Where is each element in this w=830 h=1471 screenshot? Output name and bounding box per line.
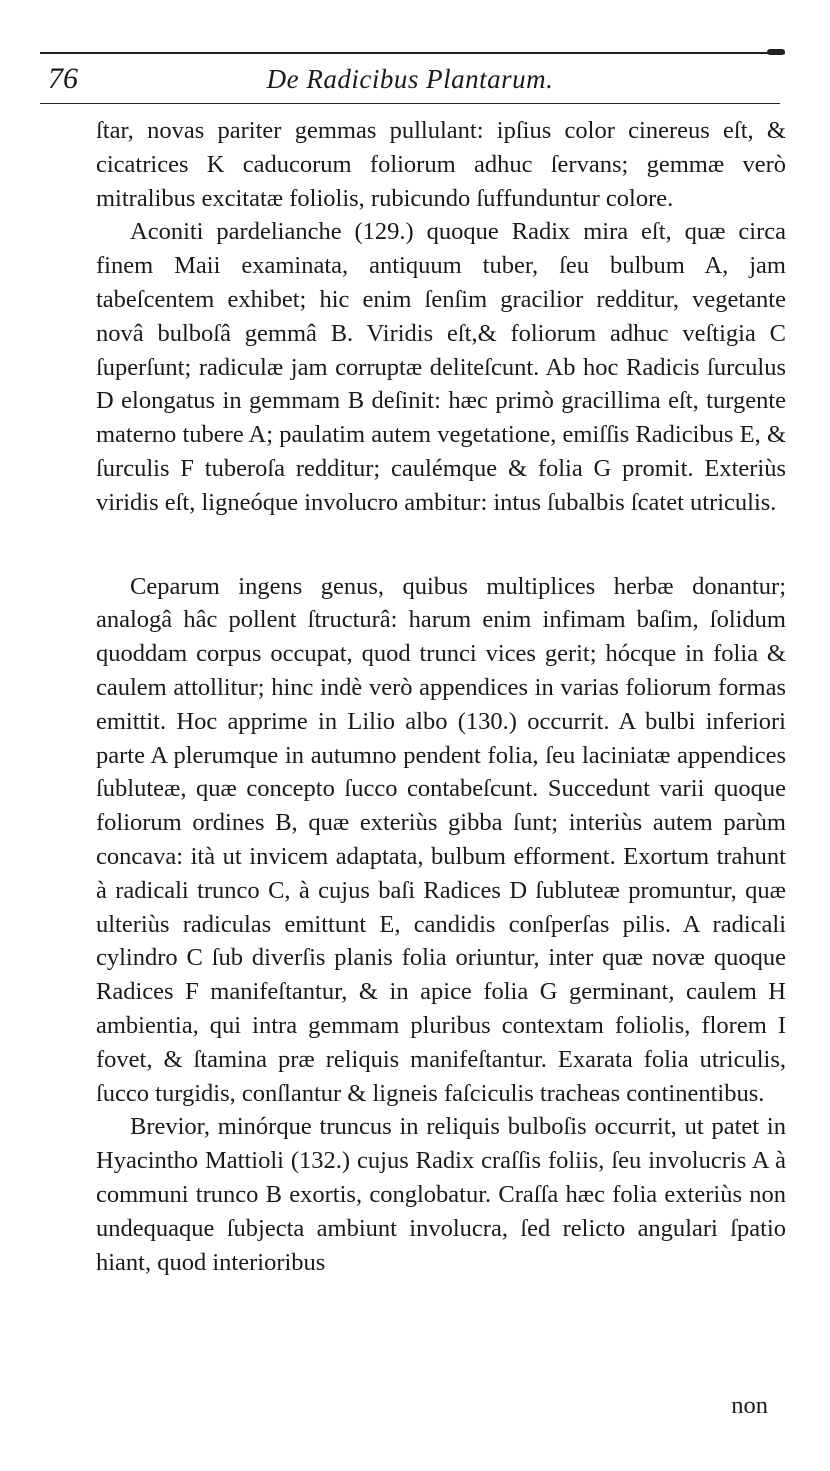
paragraph-continuation: ſtar, novas pariter gemmas pullulant: ipſius color cinereus eſt, & cicatrices K caducorum foliorum adhuc ſervans; gemmæ verò mitralibus excitatæ foliolis, rubicundo ſuffunduntur colore. bbox=[96, 117, 786, 212]
header-rule bbox=[40, 103, 780, 104]
running-title: De Radicibus Plantarum. bbox=[266, 64, 554, 94]
top-rule bbox=[40, 52, 785, 54]
paragraph-gap bbox=[96, 520, 786, 570]
paragraph-brevior: Brevior, minórque truncus in reliquis bulboſis occurrit, ut patet in Hyacintho Mattioli (132.) cujus Radix craſſis foliis, ſeu involucris A à communi trunco B exortis, conglobatur. Craſſa hæc folia exteriùs non undequaque ſubjecta ambiunt involucra, ſed relicto angulari ſpatio hiant, quod interioribus bbox=[96, 1113, 786, 1276]
page-number: 76 bbox=[48, 62, 78, 95]
page-header bbox=[40, 58, 780, 102]
body-text bbox=[96, 114, 786, 1279]
paragraph-aconiti: Aconiti pardelianche (129.) quoque Radix mira eſt, quæ circa finem Maii examinata, antiquum tuber, ſeu bulbum A, jam tabeſcentem exhibet; hic enim ſenſim gracilior redditur, vegetante novâ bulboſâ gemmâ B. Viridis eſt,& foliorum adhuc veſtigia C ſuperſunt; radiculæ jam corruptæ deliteſcunt. Ab hoc Radicis ſurculus D elongatus in gemmam B deſinit: hæc primò gracillima eſt, turgente materno tubere A; paulatim autem vegetatione, emiſſis Radicibus E, & ſurculis F tuberoſa redditur; caulémque & folia G promit. Exteriùs viridis eſt, ligneóque involucro ambitur: intus ſubalbis ſcatet utriculis. bbox=[96, 218, 786, 516]
paragraph-ceparum: Ceparum ingens genus, quibus multiplices herbæ donantur; analogâ hâc pollent ſtructurâ: harum enim infimam baſim, ſolidum quoddam corpus occupat, quod trunci vices gerit; hócque in folia & caulem attollitur; hinc indè verò appendices in varias foliorum formas emittit. Hoc apprime in Lilio albo (130.) occurrit. A bulbi inferiori parte A plerumque in autumno pendent folia, ſeu laciniatæ appendices ſubluteæ, quæ concepto ſucco contabeſcunt. Succedunt varii quoque foliorum ordines B, quæ exteriùs gibba ſunt; interiùs autem parùm concava: ità ut invicem adaptata, bulbum efforment. Exortum trahunt à radicali trunco C, à cujus baſi Radices D ſubluteæ promuntur, quæ ulteriùs radiculas emittunt E, candidis conſperſas pilis. A radicali cylindro C ſub diverſis planis folia oriuntur, inter quæ novæ quoque Radices F manifeſtantur, & in apice folia G germinant, caulem H ambientia, qui intra gemmam pluribus contextam foliolis, florem I fovet, & ſtamina præ reliquis manifeſtantur. Exarata folia utriculis, ſucco turgidis, conſlantur & ligneis faſciculis tracheas continentibus. bbox=[96, 572, 786, 1107]
catchword: non bbox=[731, 1392, 768, 1419]
